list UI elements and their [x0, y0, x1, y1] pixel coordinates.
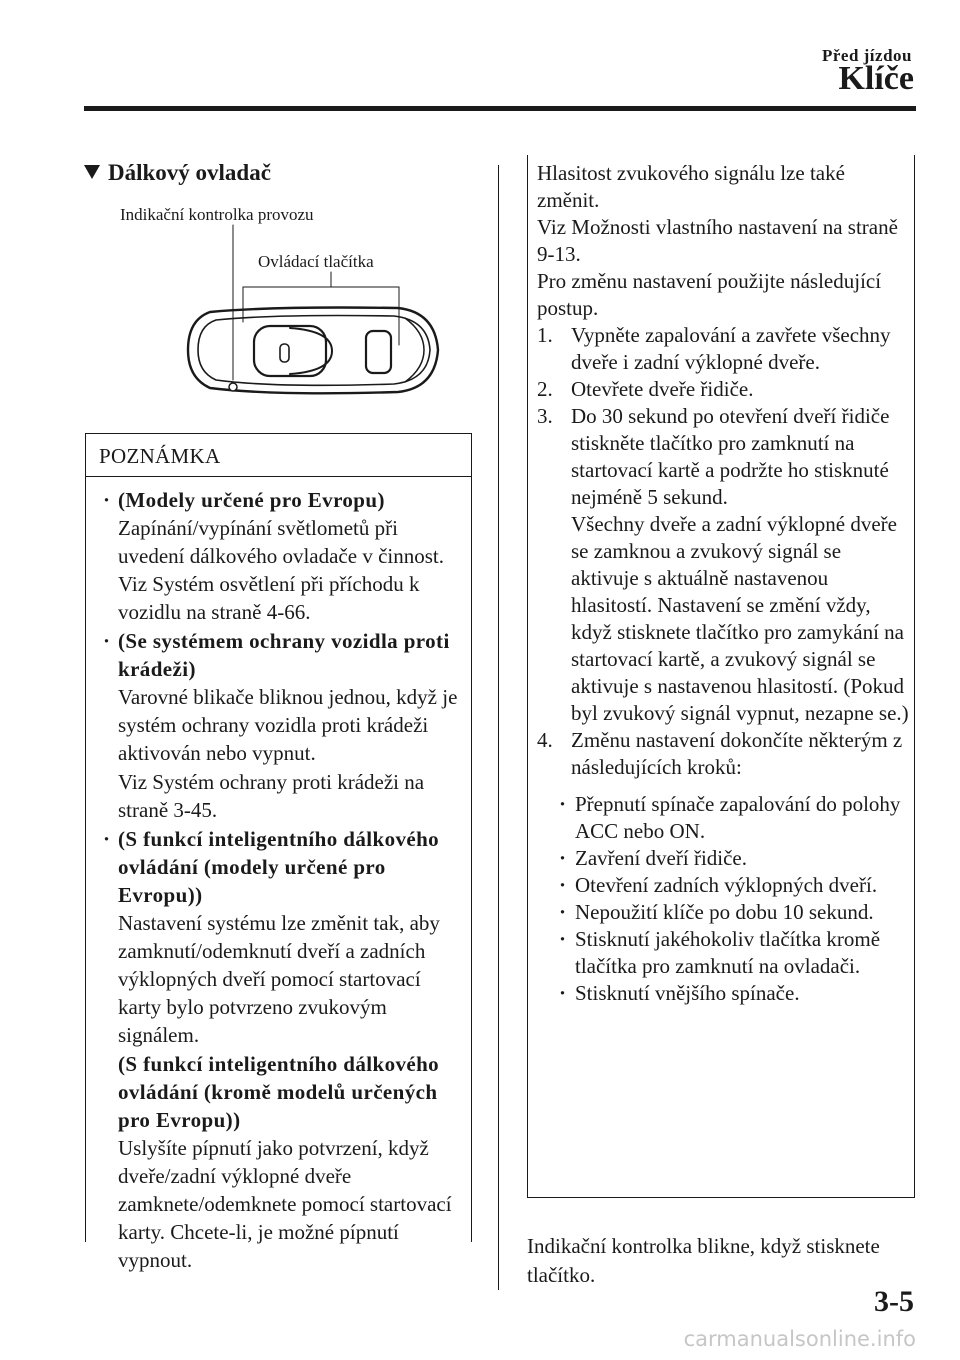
- section-header: Před jízdou: [821, 46, 912, 65]
- sub-bullet-text: Otevření zadních výklopných dveří.: [575, 873, 878, 897]
- remote-key-figure: [180, 200, 440, 420]
- bullet-dot-icon: ·: [559, 900, 567, 924]
- sub-bullet-text: Nepoužití klíče po dobu 10 sekund.: [575, 900, 874, 924]
- bullet-dot-icon: ·: [103, 629, 111, 653]
- intro-text: Pro změnu nastavení použijte následující postup.: [537, 269, 882, 320]
- bullet-dot-icon: ·: [559, 873, 567, 897]
- footer-text: Indikační kontrolka blikne, když stisknete tlačítko.: [527, 1234, 880, 1287]
- note-item-text: Uslyšíte pípnutí jako potvrzení, když dveře/zadní výklopné dveře zamknete/odemknete pomocí startovací karty. Chcete-li, je možné pípnutí vypnout.: [118, 1136, 452, 1272]
- sub-bullet-item: [557, 872, 909, 899]
- intro-text: Hlasitost zvukového signálu lze také změnit.: [537, 161, 845, 212]
- triangle-bullet-icon: [84, 165, 100, 179]
- step-item: [537, 403, 909, 727]
- subheading-text: Dálkový ovladač: [108, 160, 271, 185]
- chapter-title: Klíče: [838, 60, 914, 97]
- figure-label-indicator: Indikační kontrolka provozu: [120, 205, 314, 224]
- right-note-body: [537, 160, 909, 1007]
- note-item-text: Viz Systém ochrany proti krádeži na straně 3-45.: [118, 770, 425, 822]
- note-item: [100, 825, 459, 1274]
- page-number: 3-5: [874, 1285, 914, 1318]
- note-item-title: (Modely určené pro Evropu): [118, 488, 385, 512]
- bullet-dot-icon: ·: [559, 846, 567, 870]
- bullet-dot-icon: ·: [559, 927, 567, 951]
- column-divider: [498, 165, 499, 1290]
- note-item-title: (S funkcí inteligentního dálkového ovládání (kromě modelů určených pro Evropu)): [118, 1052, 440, 1132]
- step-text: Otevřete dveře řidiče.: [571, 377, 754, 401]
- sub-bullet-item: [557, 926, 909, 980]
- step-number: 2.: [537, 377, 553, 401]
- sub-bullet-text: Přepnutí spínače zapalování do polohy ACC nebo ON.: [575, 792, 901, 843]
- step-number: 4.: [537, 728, 553, 752]
- step-text: Změnu nastavení dokončíte některým z následujících kroků:: [571, 728, 903, 779]
- sub-bullet-text: Stisknutí vnějšího spínače.: [575, 981, 800, 1005]
- step-text: Do 30 sekund po otevření dveří řidiče stiskněte tlačítko pro zamknutí na startovací kartě a podržte ho stisknuté nejméně 5 sekund.: [571, 404, 890, 509]
- sub-bullet-item: [557, 980, 909, 1007]
- note-title: POZNÁMKA: [86, 434, 471, 477]
- bullet-dot-icon: ·: [559, 981, 567, 1005]
- subheading: [84, 160, 271, 186]
- sub-bullet-item: [557, 845, 909, 872]
- bullet-dot-icon: ·: [103, 488, 111, 512]
- bullet-dot-icon: ·: [559, 792, 567, 816]
- bullet-dot-icon: ·: [103, 827, 111, 851]
- watermark: carmanualsonline.info: [683, 1327, 916, 1351]
- step-item: [537, 727, 909, 781]
- note-box: [85, 433, 472, 1272]
- step-number: 1.: [537, 323, 553, 347]
- sub-bullet-list: [557, 791, 909, 1007]
- step-item: [537, 376, 909, 403]
- note-item-text: Zapínání/vypínání světlometů při uvedení dálkového ovladače v činnost. Viz Systém osvětlení při příchodu k vozidlu na straně 4-66.: [118, 516, 444, 624]
- intro-text: Viz Možnosti vlastního nastavení na straně 9-13.: [537, 215, 898, 266]
- note-item-title: (S funkcí inteligentního dálkového ovládání (modely určené pro Evropu)): [118, 827, 440, 907]
- sub-bullet-item: [557, 791, 909, 845]
- step-text: Všechny dveře a zadní výklopné dveře se zamknou a zvukový signál se aktivuje s aktuálně nastavenou hlasitostí. Nastavení se změní vždy, když stisknete tlačítko pro zamykání na startovací kartě, a zvukový signál se aktivuje s nastavenou hlasitostí. (Pokud byl zvukový signál vypnut, nezapne se.): [571, 512, 909, 725]
- note-body: [86, 477, 471, 1274]
- note-item-title: (Se systémem ochrany vozidla proti krádeži): [118, 629, 450, 681]
- header-rule: [84, 106, 916, 111]
- figure-label-buttons: Ovládací tlačítka: [258, 252, 374, 271]
- note-item: [100, 486, 459, 626]
- sub-bullet-text: Zavření dveří řidiče.: [575, 846, 747, 870]
- sub-bullet-text: Stisknutí jakéhokoliv tlačítka kromě tlačítka pro zamknutí na ovladači.: [575, 927, 881, 978]
- step-number: 3.: [537, 404, 553, 428]
- note-item: [100, 627, 459, 824]
- step-text: Vypněte zapalování a zavřete všechny dveře i zadní výklopné dveře.: [571, 323, 891, 374]
- note-item-text: Nastavení systému lze změnit tak, aby zamknutí/odemknutí dveří a zadních výklopných dveří pomocí startovací karty bylo potvrzeno zvukovým signálem.: [118, 911, 440, 1047]
- step-item: [537, 322, 909, 376]
- sub-bullet-item: [557, 899, 909, 926]
- note-item-text: Varovné blikače bliknou jednou, když je systém ochrany vozidla proti krádeži aktivován nebo vypnut.: [118, 685, 458, 765]
